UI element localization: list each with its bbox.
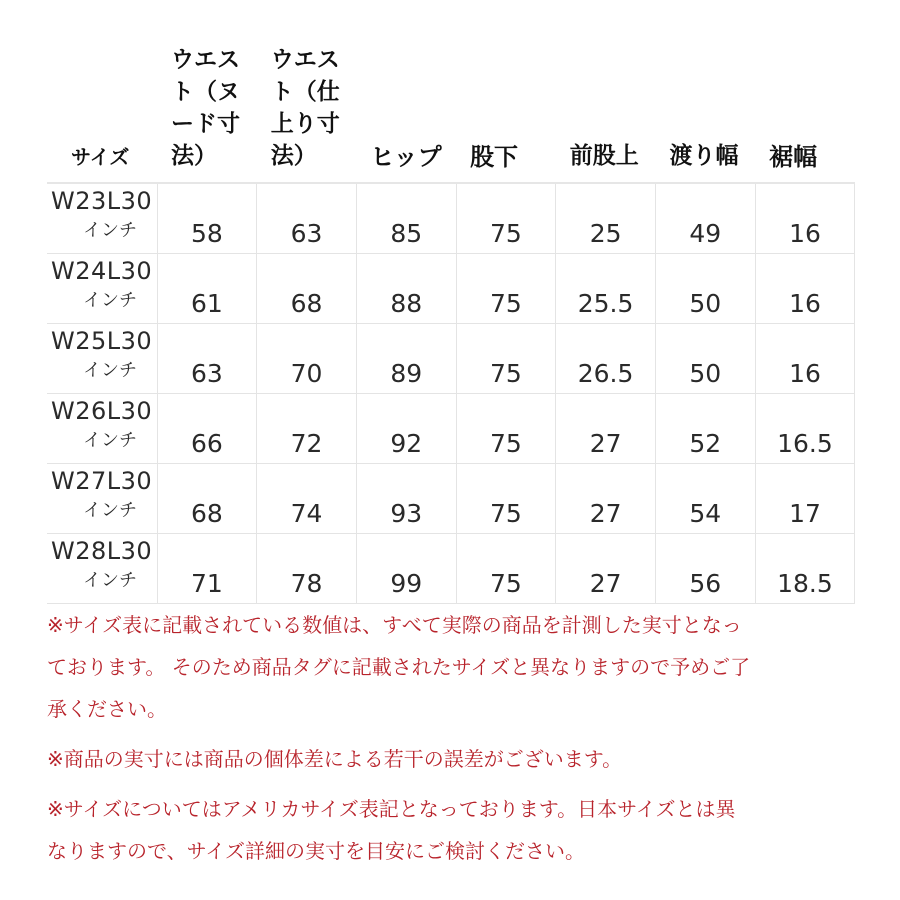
header-hem-width: 裾幅 (769, 143, 818, 171)
size-cell (47, 534, 157, 604)
value-cell: 75 (456, 183, 556, 254)
value-cell: 27 (556, 394, 656, 464)
value-cell: 54 (655, 464, 755, 534)
header-inseam: 股下 (470, 143, 519, 171)
value-cell: 70 (257, 324, 357, 394)
size-unit: インチ (83, 290, 137, 311)
size-cell (47, 324, 157, 394)
size-cell (47, 394, 157, 464)
value-cell: 75 (456, 534, 556, 604)
size-cell (47, 183, 157, 254)
value-cell: 99 (356, 534, 456, 604)
value-cell: 72 (257, 394, 357, 464)
value-cell: 68 (157, 464, 257, 534)
table-row (47, 534, 855, 604)
value-cell: 61 (157, 254, 257, 324)
note-line: 承ください。 (47, 697, 167, 721)
value-cell: 92 (356, 394, 456, 464)
header-waist-nude: ウエスト（ヌード寸法） (171, 47, 240, 169)
size-unit: インチ (83, 220, 137, 241)
value-cell: 58 (157, 183, 257, 254)
value-cell: 74 (257, 464, 357, 534)
value-cell: 85 (356, 183, 456, 254)
header-hip: ヒップ (370, 143, 442, 171)
size-name: W25L30 (51, 327, 153, 355)
value-cell: 16 (755, 324, 855, 394)
value-cell: 16 (755, 183, 855, 254)
value-cell: 63 (157, 324, 257, 394)
size-name: W27L30 (51, 467, 153, 495)
value-cell: 88 (356, 254, 456, 324)
value-cell: 50 (655, 254, 755, 324)
size-unit: インチ (83, 500, 137, 521)
header-waist-finished: ウエスト（仕上り寸法） (270, 47, 340, 169)
value-cell: 66 (157, 394, 257, 464)
value-cell: 16.5 (755, 394, 855, 464)
value-cell: 27 (556, 534, 656, 604)
value-cell: 78 (257, 534, 357, 604)
value-cell: 17 (755, 464, 855, 534)
notes-section (47, 604, 867, 872)
value-cell: 75 (456, 254, 556, 324)
size-unit: インチ (83, 570, 137, 591)
table-row (47, 394, 855, 464)
value-cell: 71 (157, 534, 257, 604)
note-line: ております。 そのため商品タグに記載されたサイズと異なりますので予めご了 (47, 655, 751, 679)
value-cell: 75 (456, 394, 556, 464)
note-line: ※商品の実寸には商品の個体差による若干の誤差がございます。 (47, 747, 623, 771)
value-cell: 25 (556, 183, 656, 254)
note-line: ※サイズ表に記載されている数値は、すべて実際の商品を計測した実寸となっ (47, 613, 742, 637)
header-thigh-width: 渡り幅 (669, 143, 739, 169)
value-cell: 75 (456, 324, 556, 394)
table-row (47, 464, 855, 534)
value-cell: 25.5 (556, 254, 656, 324)
value-cell: 49 (655, 183, 755, 254)
value-cell: 75 (456, 464, 556, 534)
table-row (47, 324, 855, 394)
size-name: W28L30 (51, 537, 153, 565)
table-row (47, 183, 855, 254)
value-cell: 93 (356, 464, 456, 534)
table-row (47, 254, 855, 324)
value-cell: 52 (655, 394, 755, 464)
size-table (47, 0, 855, 604)
value-cell: 63 (257, 183, 357, 254)
size-unit: インチ (83, 430, 137, 451)
table-header-row (47, 0, 855, 183)
size-cell (47, 464, 157, 534)
value-cell: 68 (257, 254, 357, 324)
size-name: W26L30 (51, 397, 153, 425)
value-cell: 27 (556, 464, 656, 534)
size-name: W24L30 (51, 257, 153, 285)
size-cell (47, 254, 157, 324)
value-cell: 89 (356, 324, 456, 394)
note-line: ※サイズについてはアメリカサイズ表記となっております。日本サイズとは異 (47, 797, 736, 821)
note-line: なりますので、サイズ詳細の実寸を目安にご検討ください。 (47, 839, 585, 863)
value-cell: 26.5 (556, 324, 656, 394)
size-name: W23L30 (51, 187, 153, 215)
value-cell: 16 (755, 254, 855, 324)
value-cell: 18.5 (755, 534, 855, 604)
value-cell: 56 (655, 534, 755, 604)
size-unit: インチ (83, 360, 137, 381)
value-cell: 50 (655, 324, 755, 394)
header-size: サイズ (71, 145, 130, 169)
header-front-rise: 前股上 (569, 143, 639, 169)
